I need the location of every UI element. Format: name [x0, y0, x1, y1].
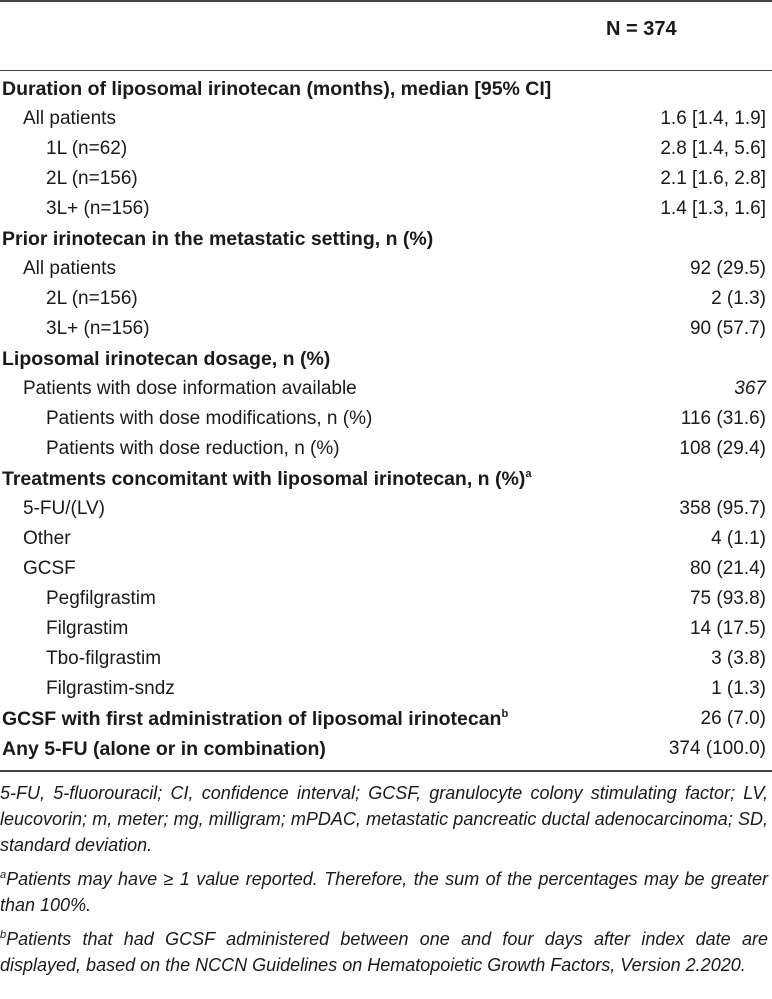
section-row [0, 704, 772, 734]
row-value [642, 344, 772, 374]
table-row [0, 164, 772, 194]
row-value: 1 (1.3) [711, 678, 766, 699]
row-label-text: Filgrastim [46, 618, 129, 639]
row-value: 116 (31.6) [680, 408, 766, 429]
row-label [0, 344, 642, 374]
row-label [0, 134, 642, 164]
row-label [0, 644, 642, 674]
table-row [0, 374, 772, 404]
row-label [0, 314, 642, 344]
row-label [0, 284, 642, 314]
column-header-n: N = 374 [606, 18, 677, 40]
row-label-text: Duration of liposomal irinotecan (months), median [95% CI] [2, 78, 552, 100]
row-label [0, 464, 642, 494]
row-label-text: GCSF with first administration of liposomal irinotecan [2, 708, 502, 730]
footnote-b-text: Patients that had GCSF administered between one and four days after index date are displayed, based on the NCCN Guidelines on Hematopoietic Growth Factors, Version 2.2020. [0, 929, 768, 975]
table-row [0, 554, 772, 584]
row-value: 90 (57.7) [689, 318, 766, 339]
row-label-text: 2L (n=156) [46, 168, 138, 189]
table-row [0, 404, 772, 434]
footnotes [0, 780, 768, 986]
footnote-a [0, 866, 768, 918]
row-label [0, 734, 642, 764]
table-row [0, 614, 772, 644]
row-value: 374 (100.0) [668, 738, 766, 759]
row-label [0, 434, 642, 464]
row-label [0, 224, 642, 254]
section-row [0, 734, 772, 764]
table-row [0, 674, 772, 704]
row-label-text: Prior irinotecan in the metastatic setting, n (%) [2, 228, 434, 250]
section-row [0, 464, 772, 494]
row-label [0, 374, 642, 404]
data-table [0, 74, 772, 764]
footnote-a-text: Patients may have ≥ 1 value reported. Therefore, the sum of the percentages may be greater than 100%. [0, 869, 768, 915]
section-row [0, 74, 772, 104]
table-row [0, 314, 772, 344]
row-label [0, 524, 642, 554]
row-label [0, 584, 642, 614]
row-value: 1.6 [1.4, 1.9] [660, 108, 766, 129]
row-label [0, 164, 642, 194]
table-row [0, 284, 772, 314]
row-label [0, 404, 642, 434]
footnote-a-mark: a [0, 869, 7, 881]
table-row [0, 434, 772, 464]
row-label-text: Treatments concomitant with liposomal irinotecan, n (%) [2, 468, 526, 490]
row-label [0, 704, 642, 734]
row-label-text: Filgrastim-sndz [46, 678, 175, 699]
footnote-marker: b [501, 708, 509, 720]
row-label-text: All patients [23, 258, 116, 279]
section-row [0, 224, 772, 254]
table-row [0, 254, 772, 284]
row-value: 2 (1.3) [711, 288, 766, 309]
top-rule [0, 0, 772, 2]
row-label-text: 3L+ (n=156) [46, 198, 150, 219]
row-value [642, 464, 772, 494]
row-label-text: Liposomal irinotecan dosage, n (%) [2, 348, 331, 370]
row-label-text: Pegfilgrastim [46, 588, 156, 609]
table-row [0, 524, 772, 554]
header-rule [0, 70, 772, 71]
row-value: 14 (17.5) [689, 618, 766, 639]
row-label-text: 2L (n=156) [46, 288, 138, 309]
table-row [0, 134, 772, 164]
row-value: 108 (29.4) [679, 438, 766, 459]
row-value: 4 (1.1) [711, 528, 766, 549]
footnote-marker: a [525, 468, 532, 480]
row-value [642, 74, 772, 104]
row-value: 92 (29.5) [689, 258, 766, 279]
row-value: 26 (7.0) [700, 708, 766, 729]
row-value: 358 (95.7) [679, 498, 766, 519]
section-row [0, 344, 772, 374]
row-label-text: Any 5-FU (alone or in combination) [2, 738, 326, 760]
row-label [0, 614, 642, 644]
bottom-rule [0, 770, 772, 772]
table-row [0, 194, 772, 224]
row-label-text: Patients with dose modifications, n (%) [46, 408, 373, 429]
table-row [0, 494, 772, 524]
row-label-text: 1L (n=62) [46, 138, 128, 159]
footnote-b [0, 926, 768, 978]
table-row [0, 584, 772, 614]
row-label-text: Other [23, 528, 71, 549]
row-value [642, 224, 772, 254]
row-label-text: 3L+ (n=156) [46, 318, 150, 339]
row-label [0, 674, 642, 704]
row-label [0, 494, 642, 524]
row-value: 2.8 [1.4, 5.6] [660, 138, 766, 159]
row-label [0, 554, 642, 584]
row-value: 1.4 [1.3, 1.6] [660, 198, 766, 219]
row-label [0, 104, 642, 134]
row-label [0, 74, 642, 104]
row-value: 80 (21.4) [689, 558, 766, 579]
row-value: 3 (3.8) [711, 648, 766, 669]
row-label-text: All patients [23, 108, 116, 129]
row-value: 2.1 [1.6, 2.8] [660, 168, 766, 189]
row-value: 367 [734, 378, 766, 399]
footnote-abbreviations: 5-FU, 5-fluorouracil; CI, confidence interval; GCSF, granulocyte colony stimulating factor; LV, leucovorin; m, meter; mg, milligram; mPDAC, metastatic pancreatic ductal adenocarcinoma; SD, standard deviation. [0, 783, 768, 855]
row-label [0, 194, 642, 224]
row-label-text: Patients with dose reduction, n (%) [46, 438, 340, 459]
row-label-text: Patients with dose information available [23, 378, 357, 399]
row-label-text: GCSF [23, 558, 76, 579]
row-label [0, 254, 642, 284]
table-row [0, 644, 772, 674]
row-label-text: Tbo-filgrastim [46, 648, 162, 669]
row-value: 75 (93.8) [689, 588, 766, 609]
table-row [0, 104, 772, 134]
footnote-b-mark: b [0, 929, 7, 941]
row-label-text: 5-FU/(LV) [23, 498, 105, 519]
